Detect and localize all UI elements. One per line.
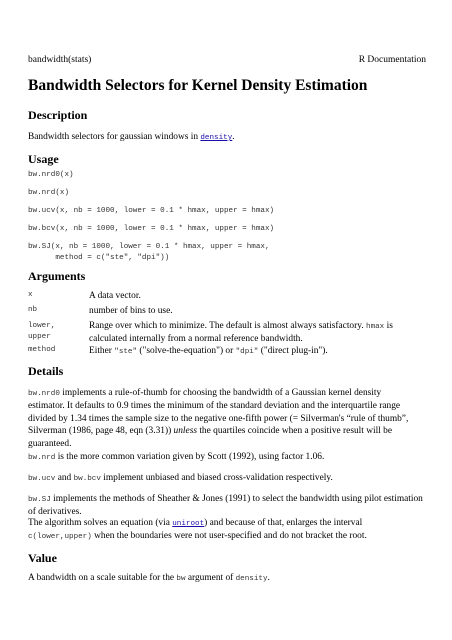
arg-key-lower-upper: lower, upper (28, 322, 56, 341)
description-heading: Description (28, 108, 88, 122)
page-header (28, 55, 426, 65)
details-paragraph-2: bw.nrd is the more common variation given by Scott (1992), using factor 1.06. (28, 452, 325, 462)
arg-key-method: method (28, 346, 56, 354)
details-paragraph-1: bw.nrd0 implements a rule-of-thumb for choosing the bandwidth of a Gaussian kernel density estimator. It defaults to 0.9 times the minimum of the standard deviation and the interquartile range divided by 1.34 times the sample size to the negative one-fifth power (= Silverman's “rule of thumb”, Silverman (1986, page 48, eqn (3.31)) unless the quartiles coincide when a positive result will be guaranteed. (28, 388, 409, 449)
usage-line-4: bw.bcv(x, nb = 1000, lower = 0.1 * hmax, upper = hmax) (28, 225, 275, 233)
arguments-table (28, 290, 426, 370)
density-link[interactable]: density (200, 134, 233, 142)
arguments-heading: Arguments (28, 269, 86, 283)
arg-key-nb: nb (28, 306, 38, 314)
arg-desc-nb: number of bins to use. (89, 306, 173, 316)
usage-line-3: bw.ucv(x, nb = 1000, lower = 0.1 * hmax, upper = hmax) (28, 207, 275, 215)
usage-line-1: bw.nrd0(x) (28, 171, 74, 179)
details-paragraph-3: bw.ucv and bw.bcv implement unbiased and biased cross-validation respectively. (28, 473, 333, 483)
value-heading: Value (28, 551, 57, 565)
usage-line-5: bw.SJ(x, nb = 1000, lower = 0.1 * hmax, upper = hmax, method = c("ste", "dpi")) (28, 243, 270, 262)
header-topic: bandwidth(stats) (28, 55, 92, 65)
description-text: Bandwidth selectors for gaussian windows in density. (28, 132, 235, 142)
arg-desc-lower-upper: Range over which to minimize. The default is almost always satisfactory. hmax is calculated internally from a normal reference bandwidth. (89, 321, 393, 345)
arg-desc-method: Either "ste" ("solve-the-equation") or "dpi" ("direct plug-in"). (89, 346, 328, 356)
arg-desc-x: A data vector. (89, 291, 141, 301)
value-text: A bandwidth on a scale suitable for the bw argument of density. (28, 573, 270, 583)
header-doc-label: R Documentation (358, 55, 426, 65)
usage-heading: Usage (28, 152, 59, 166)
details-paragraph-4: bw.SJ implements the methods of Sheather & Jones (1991) to select the bandwidth using pilot estimation of derivatives. (28, 494, 423, 518)
page-title: Bandwidth Selectors for Kernel Density Estimation (28, 77, 368, 94)
uniroot-link[interactable]: uniroot (172, 520, 205, 528)
usage-line-2: bw.nrd(x) (28, 189, 70, 197)
arg-key-x: x (28, 291, 33, 299)
details-heading: Details (28, 364, 64, 378)
details-paragraph-5: The algorithm solves an equation (via uniroot) and because of that, enlarges the interval c(lower,upper) when the boundaries were not user-specified and do not bracket the root. (28, 518, 367, 542)
